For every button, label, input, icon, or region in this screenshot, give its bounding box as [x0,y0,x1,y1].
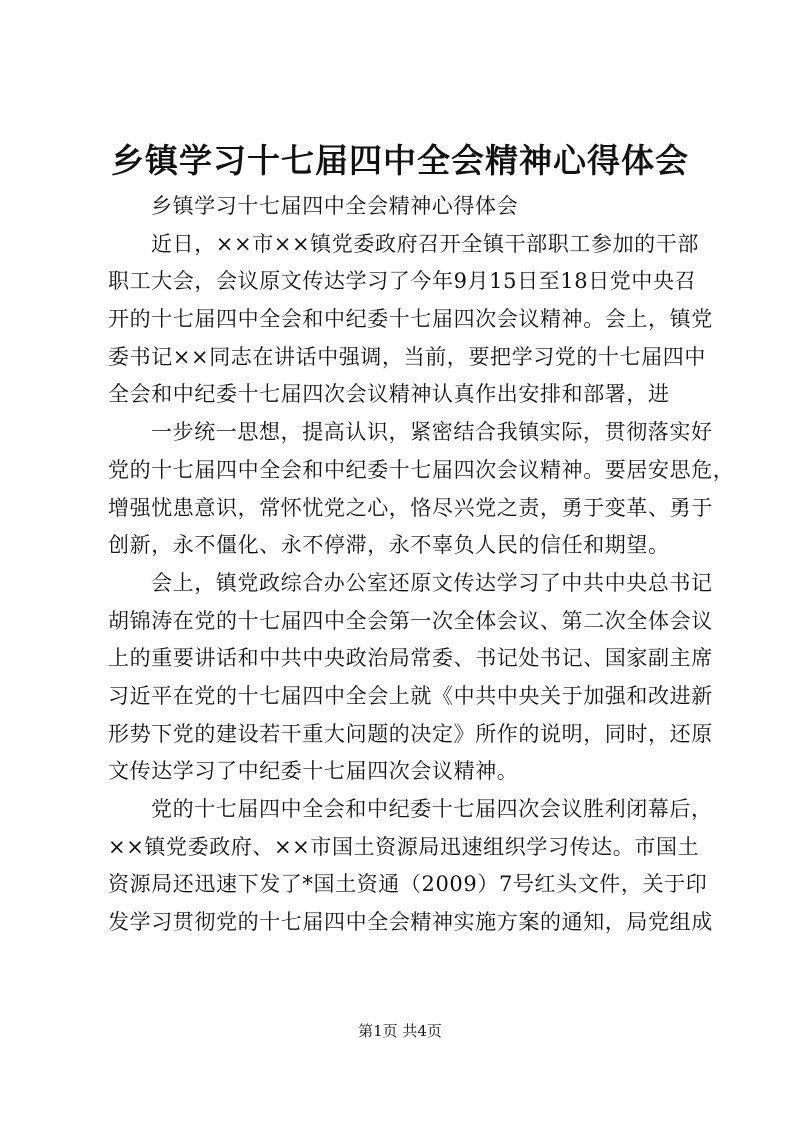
text-line: 上的重要讲话和中共中央政治局常委、书记处书记、国家副主席 [108,646,713,671]
text-line: 发学习贯彻党的十七届四中全会精神实施方案的通知，局党组成 [108,910,713,935]
text-line: 开的十七届四中全会和中纪委十七届四次会议精神。会上，镇党 [108,307,713,332]
text-line: 文传达学习了中纪委十七届四次会议精神。 [108,759,519,784]
text-line: 乡镇学习十七届四中全会精神心得体会 [151,194,519,218]
text-line: 党的十七届四中全会和中纪委十七届四次会议胜利闭幕后， [151,797,713,821]
document-title: 乡镇学习十七届四中全会精神心得体会 [111,141,689,180]
text-line: ××镇党委政府、××市国土资源局迅速组织学习传达。市国土 [108,834,700,859]
page-footer: 第1页 共4页 [358,1022,442,1040]
text-line: 胡锦涛在党的十七届四中全会第一次全体会议、第二次全体会议 [108,608,713,633]
text-line: 近日，××市××镇党委政府召开全镇干部职工参加的干部 [151,231,699,256]
text-line: 一步统一思想，提高认识，紧密结合我镇实际，贯彻落实好 [151,420,713,445]
text-line: 委书记××同志在讲话中强调，当前，要把学习党的十七届四中 [108,344,706,369]
text-line: 全会和中纪委十七届四次会议精神认真作出安排和部署，进 [108,382,670,407]
text-line: 增强忧患意识，常怀忧党之心，恪尽兴党之责，勇于变革、勇于 [108,495,713,520]
text-line: 党的十七届四中全会和中纪委十七届四次会议精神。要居安思危， [108,457,735,482]
text-line: 职工大会，会议原文传达学习了今年9月15日至18日党中央召 [108,269,697,294]
text-line: 资源局还迅速下发了*国土资通（2009）7号红头文件，关于印 [108,872,708,897]
document-body [108,188,735,942]
text-line: 会上，镇党政综合办公室还原文传达学习了中共中央总书记 [151,570,713,595]
text-line: 形势下党的建设若干重大问题的决定》所作的说明，同时，还原 [108,721,713,746]
text-line: 创新，永不僵化、永不停滞，永不辜负人民的信任和期望。 [108,533,670,558]
text-line: 习近平在党的十七届四中全会上就《中共中央关于加强和改进新 [108,683,713,708]
